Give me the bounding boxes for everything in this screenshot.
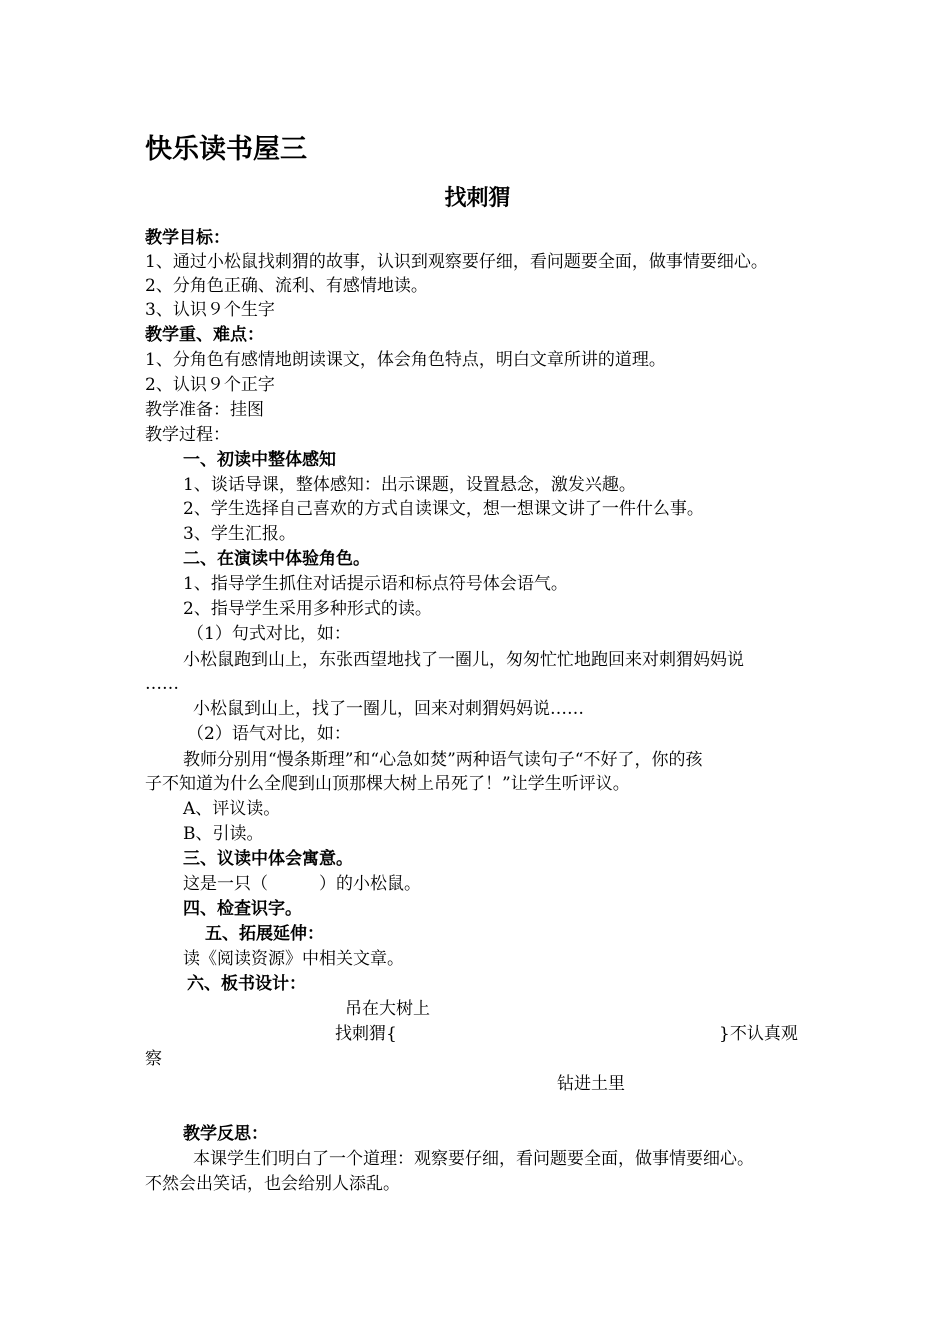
section-subitem: （2）语气对比，如：	[187, 724, 351, 744]
section-heading: 一、初读中整体感知	[183, 450, 336, 470]
section-item: 读《阅读资源》中相关文章。	[183, 949, 404, 969]
goals-heading: 教学目标：	[145, 228, 230, 248]
section-heading: 二、在演读中体验角色。	[183, 549, 370, 569]
example-sentence: 小松鼠到山上，找了一圈儿，回来对刺猬妈妈说……	[193, 699, 584, 719]
section-item: 2、学生选择自己喜欢的方式自读课文，想一想课文讲了一件什么事。	[183, 499, 704, 519]
section-item: 3、学生汇报。	[183, 524, 296, 544]
goal-item: 2、分角色正确、流利、有感情地读。	[145, 276, 428, 296]
section-item: A、评议读。	[183, 799, 281, 819]
section-heading: 三、议读中体会寓意。	[183, 849, 353, 869]
teaching-prep: 教学准备：挂图	[145, 400, 264, 420]
section-item: 这是一只（ ）的小松鼠。	[183, 874, 421, 894]
board-bottom: 钻进土里	[557, 1074, 625, 1094]
section-heading: 四、检查识字。	[183, 899, 302, 919]
board-left: 找刺猬{	[335, 1024, 397, 1044]
example-sentence-continued: ……	[145, 674, 179, 694]
section-item: 1、谈话导课，整体感知：出示课题，设置悬念，激发兴趣。	[183, 475, 636, 495]
example-sentence: 小松鼠跑到山上，东张西望地找了一圈儿，匆匆忙忙地跑回来对刺猬妈妈说	[183, 650, 744, 670]
section-subitem: （1）句式对比，如：	[187, 624, 351, 644]
reflection-text: 本课学生们明白了一个道理：观察要仔细，看问题要全面，做事情要细心。	[193, 1149, 754, 1169]
section-heading: 五、拓展延伸：	[205, 924, 324, 944]
key-point-item: 1、分角色有感情地朗读课文，体会角色特点，明白文章所讲的道理。	[145, 350, 666, 370]
lesson-title: 找刺猬	[444, 186, 511, 211]
board-wrap: 察	[145, 1049, 162, 1069]
key-points-heading: 教学重、难点：	[145, 325, 264, 345]
document-title: 快乐读书屋三	[145, 134, 307, 165]
section-item: 2、指导学生采用多种形式的读。	[183, 599, 432, 619]
board-top: 吊在大树上	[345, 999, 430, 1019]
process-heading: 教学过程：	[145, 425, 230, 445]
reflection-heading: 教学反思：	[183, 1124, 268, 1144]
key-point-item: 2、认识９个正字	[145, 375, 275, 395]
goal-item: 3、认识９个生字	[145, 300, 275, 320]
section-item: 1、指导学生抓住对话提示语和标点符号体会语气。	[183, 574, 568, 594]
section-item: B、引读。	[183, 824, 264, 844]
goal-item: 1、通过小松鼠找刺猬的故事，认识到观察要仔细，看问题要全面，做事情要细心。	[145, 252, 768, 272]
section-heading: 六、板书设计：	[187, 974, 306, 994]
example-paragraph: 教师分别用“慢条斯理”和“心急如焚”两种语气读句子“不好了，你的孩	[183, 750, 703, 770]
reflection-text-continued: 不然会出笑话，也会给别人添乱。	[145, 1174, 400, 1194]
example-paragraph-continued: 子不知道为什么全爬到山顶那棵大树上吊死了！”让学生听评议。	[145, 774, 630, 794]
board-right: }不认真观	[719, 1024, 798, 1044]
